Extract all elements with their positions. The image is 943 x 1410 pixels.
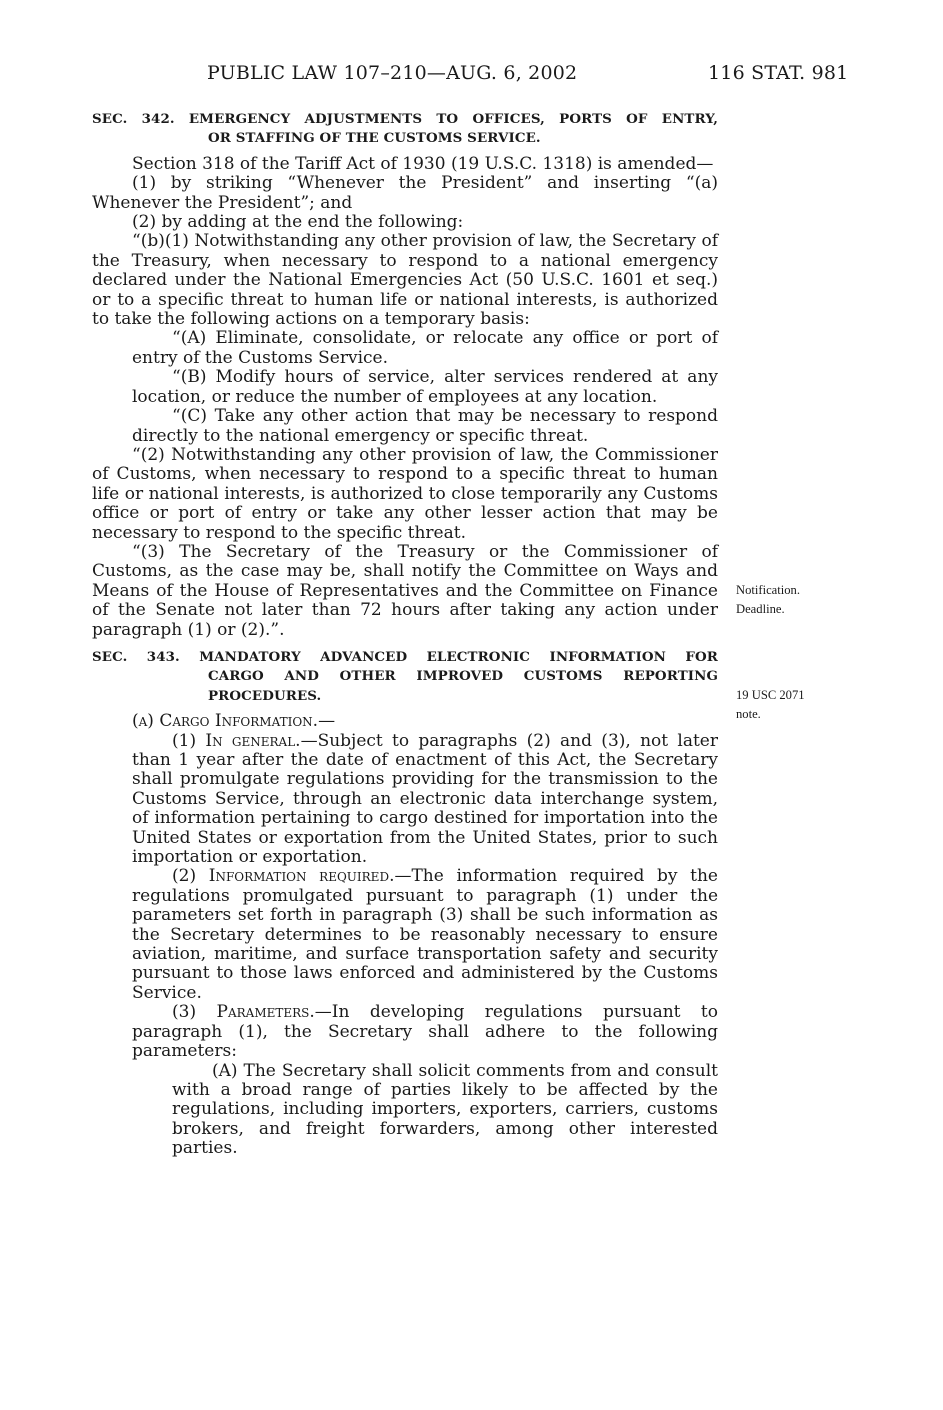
usc-citation-note: 19 USC 2071 — [736, 688, 805, 702]
paragraph-a-3-A: (A) The Secretary shall solicit comments from and consult with a broad range of parties likely to be affected by the regulations, including importers, exporters, carriers, customs brokers, and freight forwarders, among other interested parties. — [172, 1060, 718, 1159]
section-342-heading-line-2: OR STAFFING OF THE CUSTOMS SERVICE. — [208, 130, 541, 147]
section-343-heading — [92, 648, 718, 706]
margin-note-notification — [736, 581, 800, 619]
section-342-item-2: (2) by adding at the end the following: — [132, 212, 464, 233]
subsection-b-1: “(b)(1) Notwithstanding any other provision of law, the Secretary of the Treasury, when necessary to respond to a national emergency declared under the National Emergencies Act (50 U.S.C. 1601 et seq.) or to a specific threat to human life or national interests, is authorized to take the following actions on a temporary basis: — [92, 231, 718, 330]
paragraph-a-3-text: —In developing regulations pursuant to paragraph (1), the Secretary shall adhere to the following parameters: — [132, 1002, 718, 1062]
subsection-b-3: “(3) The Secretary of the Treasury or the Commissioner of Customs, as the case may be, shall notify the Committee on Ways and Means of the House of Representatives and the Committee on Finance of the Senate not later than 72 hours after taking any action under paragraph (1) or (2).”. — [92, 541, 718, 640]
section-342-intro: Section 318 of the Tariff Act of 1930 (19 U.S.C. 1318) is amended— — [132, 153, 714, 174]
statute-page-number: 116 STAT. 981 — [708, 62, 849, 84]
main-text-column — [92, 110, 718, 1159]
cargo-information-label: (a) Cargo Information.— — [132, 711, 336, 732]
subsection-b-1-C: “(C) Take any other action that may be necessary to respond directly to the national emergency or specific threat. — [132, 406, 718, 446]
parameters-label: (3) Parameters. — [172, 1002, 315, 1023]
notification-note: Notification. — [736, 583, 801, 597]
in-general-label: (1) In general. — [172, 730, 301, 751]
information-required-label: (2) Information required. — [172, 866, 395, 887]
subsection-b-2: “(2) Notwithstanding any other provision of law, the Commissioner of Customs, when necessary to respond to a specific threat to human life or national interests, is authorized to close temporarily any Customs office or port of entry or take any other lesser action that may be necessary to respond to the specific threat. — [92, 444, 718, 543]
usc-note-label: note. — [736, 707, 761, 721]
paragraph-a-3 — [92, 1003, 718, 1061]
section-343-heading-line-1: SEC. 343. MANDATORY ADVANCED ELECTRONIC INFORMATION FOR — [92, 648, 718, 665]
section-342-item-1: (1) by striking “Whenever the President” and inserting “(a) Whenever the President”; and — [92, 173, 718, 213]
section-342-heading-line-1: SEC. 342. EMERGENCY ADJUSTMENTS TO OFFICES, PORTS OF ENTRY, — [92, 111, 718, 127]
subsection-b-1-B: “(B) Modify hours of service, alter services rendered at any location, or reduce the number of employees at any location. — [132, 367, 718, 407]
subsection-b-1-A: “(A) Eliminate, consolidate, or relocate any office or port of entry of the Customs Service. — [132, 328, 718, 368]
section-342-heading — [92, 110, 718, 149]
section-343-heading-line-2: CARGO AND OTHER IMPROVED CUSTOMS REPORTING — [208, 668, 718, 685]
paragraph-a-2 — [92, 867, 718, 1003]
paragraph-a-2-text: —The information required by the regulations promulgated pursuant to paragraph (1) under the parameters set forth in paragraph (3) shall be such information as the Secretary determines to be reasonably necessary to ensure aviation, maritime, and surface transportation safety and security pursuant to those laws enforced and administered by the Customs Service. — [132, 866, 718, 1003]
paragraph-a-1-text: —Subject to paragraphs (2) and (3), not later than 1 year after the date of enactment of this Act, the Secretary shall promulgate regulations providing for the transmission to the Customs Service, through an electronic data interchange system, of information pertaining to cargo destined for importation into the United States or exportation from the United States, prior to such importation or exportation. — [132, 730, 718, 868]
margin-note-usc — [736, 686, 805, 724]
subsection-a-heading — [92, 712, 718, 731]
section-343-heading-line-3: PROCEDURES. — [208, 687, 322, 704]
page-header — [0, 62, 943, 88]
paragraph-a-1 — [92, 732, 718, 868]
deadline-note: Deadline. — [736, 602, 785, 616]
public-law-title: PUBLIC LAW 107–210—AUG. 6, 2002 — [207, 62, 578, 84]
